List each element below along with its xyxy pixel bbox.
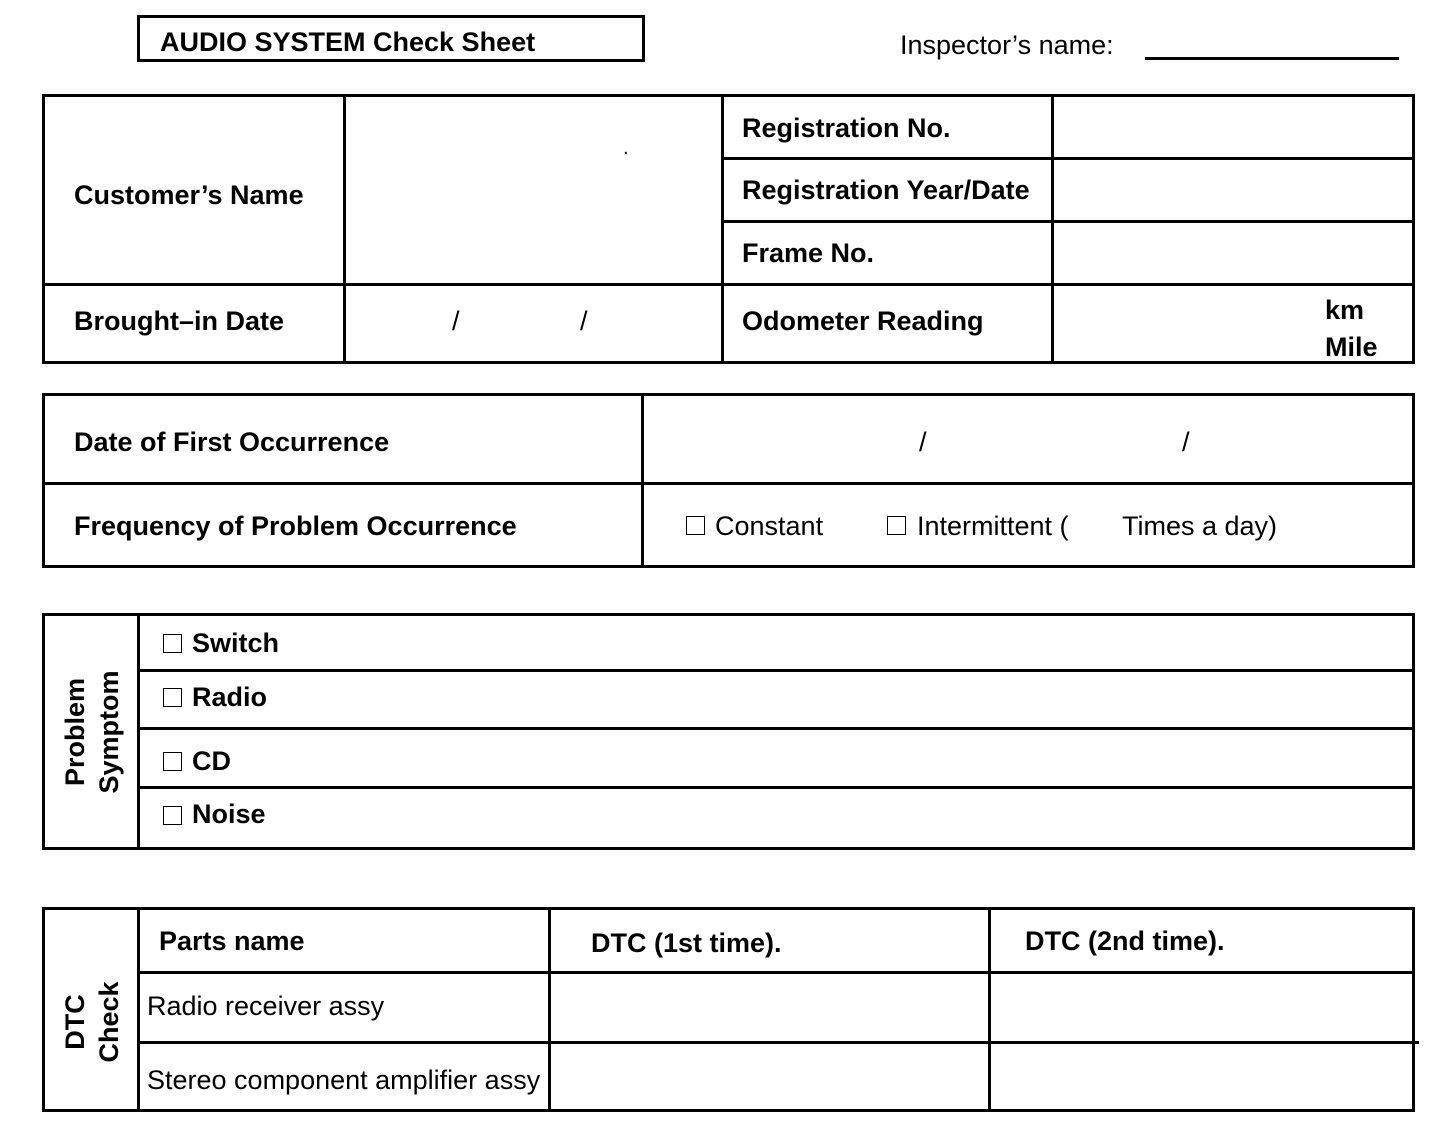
registration-no-label: Registration No. bbox=[742, 113, 951, 143]
dtc-check-side-label: DTC Check bbox=[60, 981, 124, 1063]
part-name-stereo-amplifier: Stereo component amplifier assy bbox=[147, 1065, 541, 1095]
switch-checkbox[interactable] bbox=[163, 634, 182, 653]
registration-no-field[interactable] bbox=[1054, 97, 1412, 157]
date-separator: / bbox=[919, 427, 927, 457]
inspector-name-field[interactable] bbox=[1145, 57, 1399, 60]
dtc-2nd-time-field[interactable] bbox=[991, 974, 1412, 1041]
brought-in-date-label: Brought–in Date bbox=[74, 306, 285, 336]
dtc-1st-time-header: DTC (1st time). bbox=[591, 928, 782, 958]
registration-year-field[interactable] bbox=[1054, 160, 1412, 220]
frame-no-label: Frame No. bbox=[742, 238, 875, 268]
title-box bbox=[137, 15, 645, 62]
dtc-2nd-time-header: DTC (2nd time). bbox=[1025, 926, 1225, 956]
part-name-radio-receiver: Radio receiver assy bbox=[147, 991, 385, 1021]
customer-name-label: Customer’s Name bbox=[74, 180, 304, 210]
odometer-unit-km[interactable]: km bbox=[1325, 295, 1365, 325]
vehicle-info-table bbox=[42, 94, 1415, 364]
intermittent-label: Intermittent ( bbox=[917, 511, 1069, 541]
symptom-item-noise: Noise bbox=[192, 799, 266, 829]
odometer-unit-mile[interactable]: Mile bbox=[1325, 332, 1378, 362]
times-a-day-label: Times a day) bbox=[1122, 511, 1278, 541]
date-separator: / bbox=[1182, 427, 1190, 457]
registration-year-label: Registration Year/Date bbox=[742, 175, 1030, 205]
constant-label: Constant bbox=[715, 511, 824, 541]
dtc-2nd-time-field[interactable] bbox=[991, 1044, 1412, 1109]
occurrence-table bbox=[42, 393, 1415, 568]
frame-no-field[interactable] bbox=[1054, 223, 1412, 283]
customer-name-field[interactable]: . bbox=[623, 137, 629, 159]
noise-checkbox[interactable] bbox=[163, 806, 182, 825]
radio-checkbox[interactable] bbox=[163, 688, 182, 707]
first-occurrence-label: Date of First Occurrence bbox=[74, 427, 390, 457]
intermittent-checkbox[interactable] bbox=[887, 516, 906, 535]
symptom-item-cd: CD bbox=[192, 746, 231, 776]
frequency-label: Frequency of Problem Occurrence bbox=[74, 511, 517, 541]
date-separator: / bbox=[580, 306, 588, 336]
cd-checkbox[interactable] bbox=[163, 752, 182, 771]
inspector-name-label: Inspector’s name: bbox=[900, 30, 1114, 60]
sheet-title: AUDIO SYSTEM Check Sheet bbox=[160, 27, 536, 57]
symptom-item-switch: Switch bbox=[192, 628, 280, 658]
dtc-check-table bbox=[42, 907, 1415, 1112]
date-separator: / bbox=[452, 306, 460, 336]
dtc-1st-time-field[interactable] bbox=[551, 974, 988, 1041]
problem-symptom-table bbox=[42, 613, 1415, 850]
dtc-1st-time-field[interactable] bbox=[551, 1044, 988, 1109]
symptom-item-radio: Radio bbox=[192, 682, 268, 712]
parts-name-header: Parts name bbox=[159, 926, 305, 956]
problem-symptom-side-label: Problem Symptom bbox=[60, 670, 124, 794]
constant-checkbox[interactable] bbox=[686, 516, 705, 535]
odometer-label: Odometer Reading bbox=[742, 306, 984, 336]
